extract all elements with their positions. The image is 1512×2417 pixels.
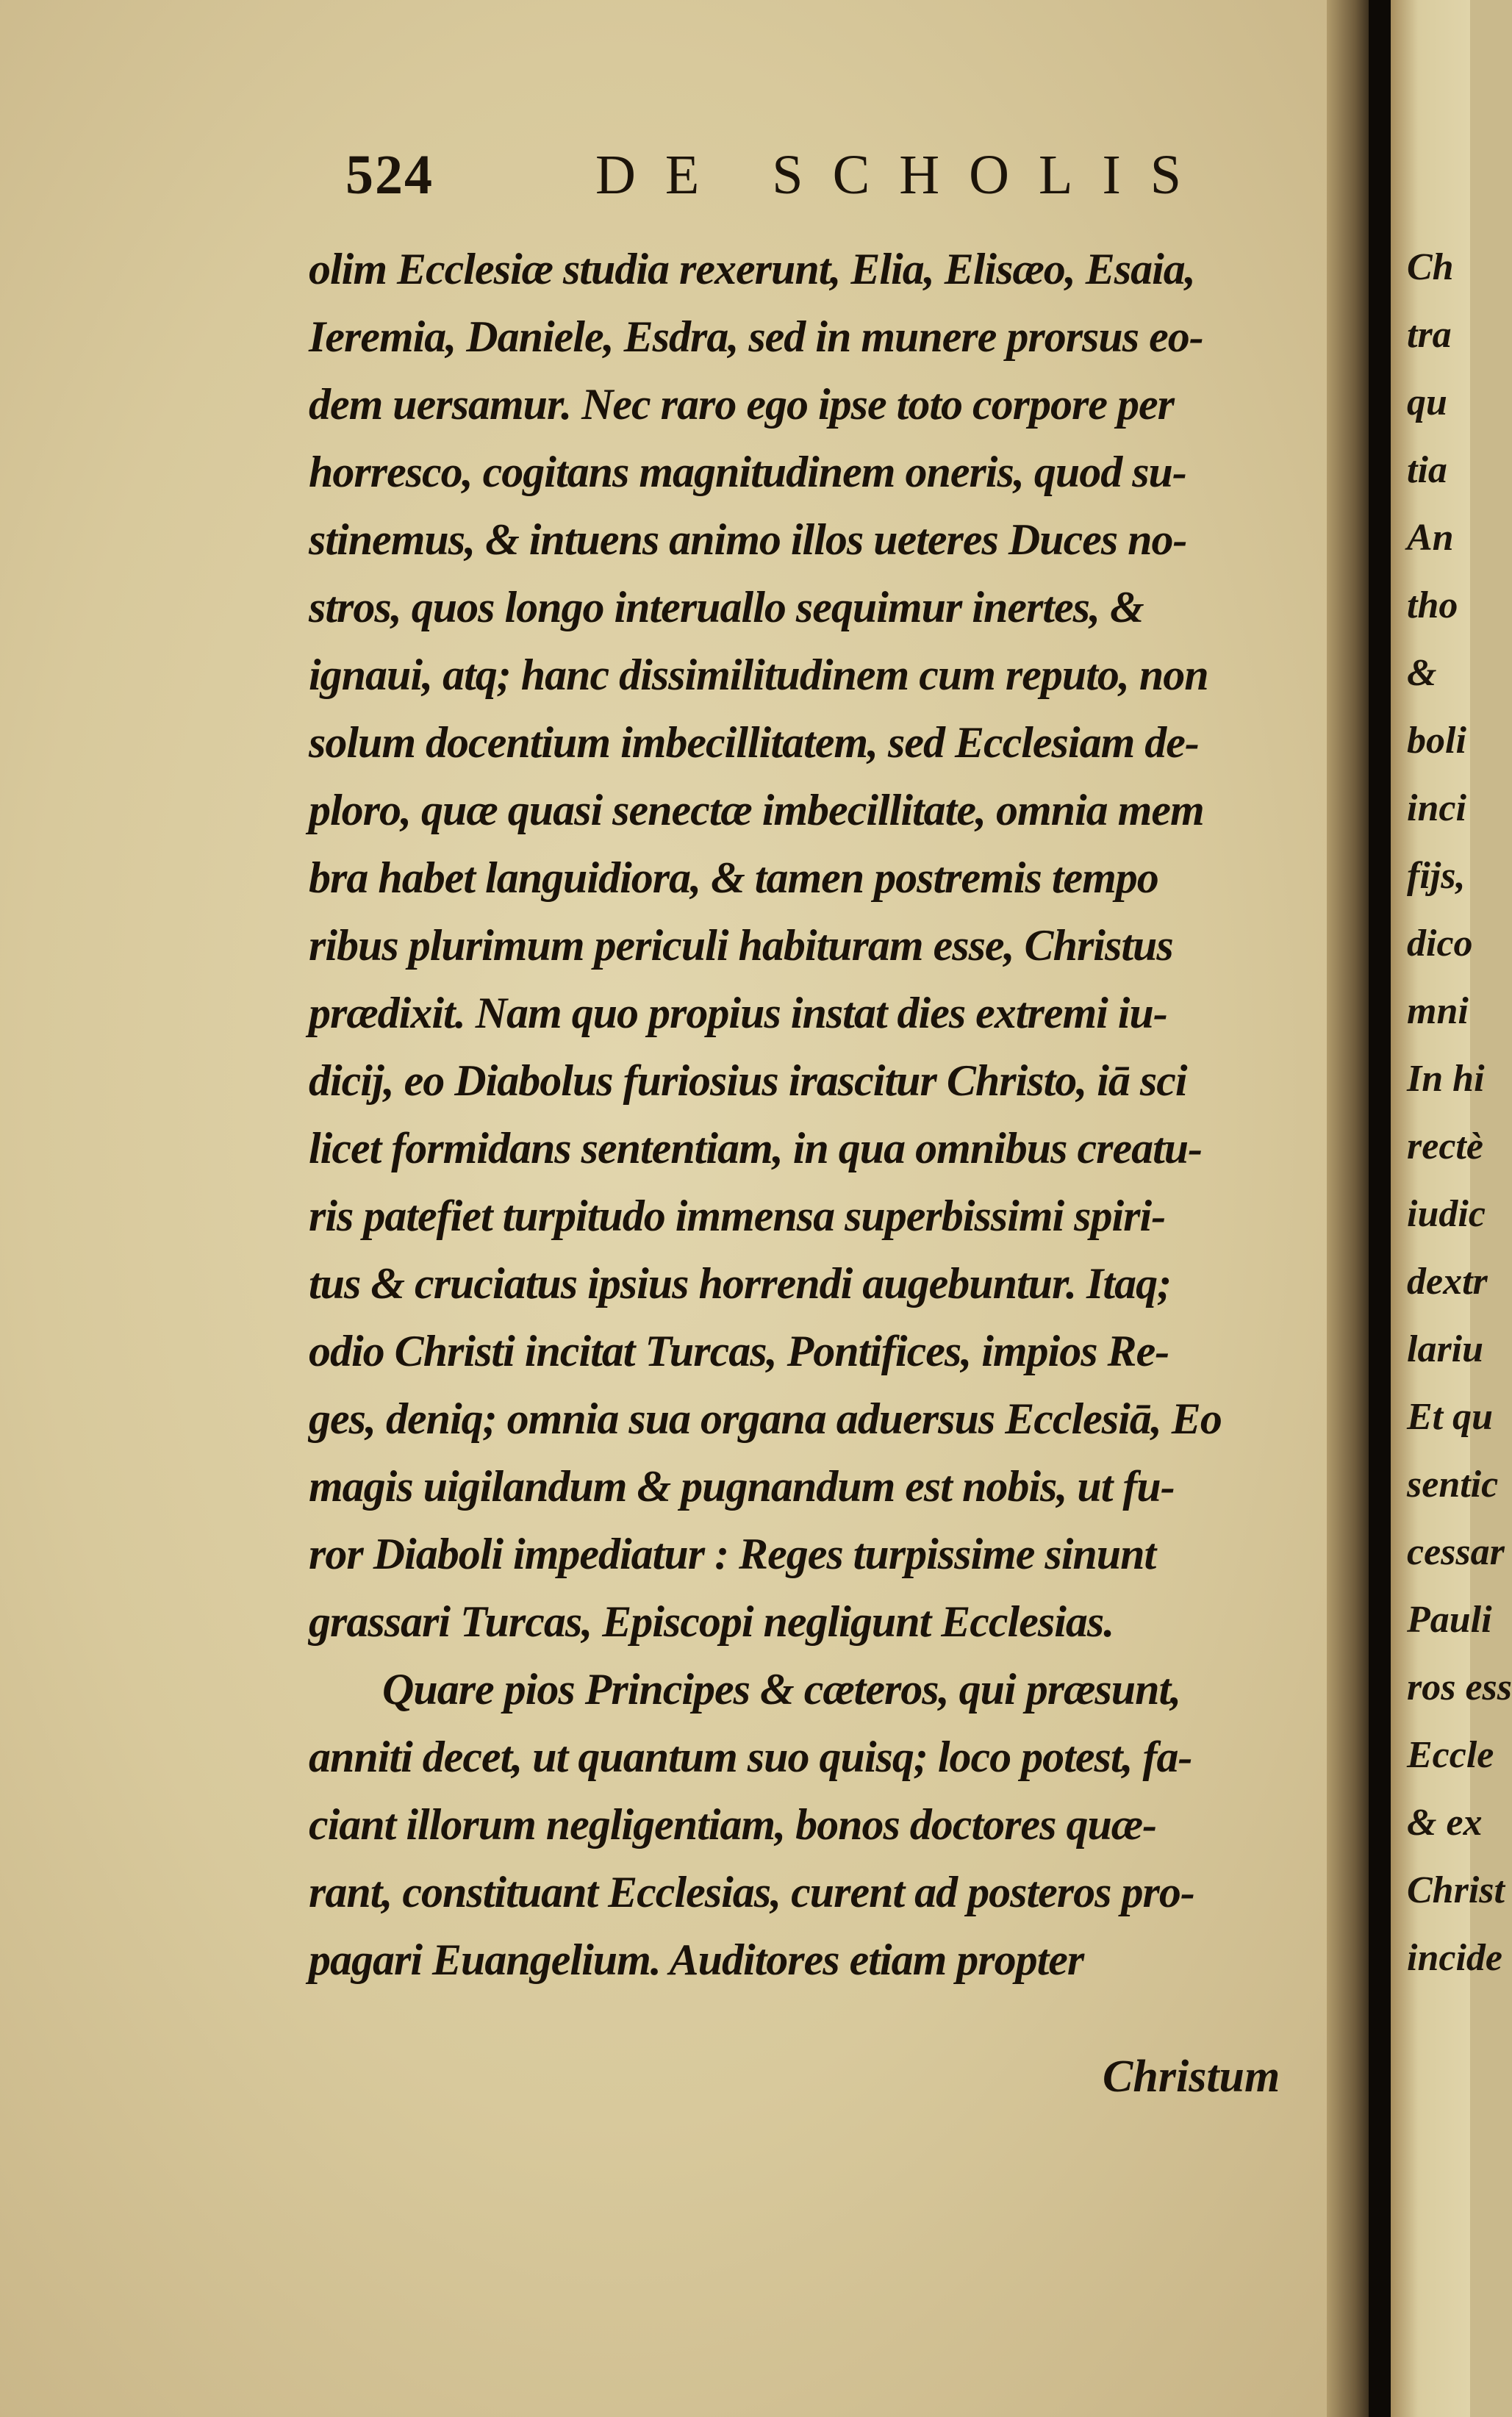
text-line: odio Christi incitat Turcas, Pontifices, impios Re-	[309, 1327, 1169, 1375]
fragment-line: boli	[1407, 720, 1466, 762]
fragment-line: An	[1407, 517, 1454, 559]
text-line: ges, deniq; omnia sua organa aduersus Ecclesiā, Eo	[309, 1394, 1222, 1443]
text-line: dicij, eo Diabolus furiosius irascitur Christo, iā sci	[309, 1056, 1187, 1105]
fragment-line: tra	[1407, 314, 1452, 356]
page-header	[345, 143, 1242, 210]
fragment-line: incide	[1407, 1937, 1502, 1979]
fragment-line: Eccle	[1407, 1734, 1494, 1776]
text-line: olim Ecclesiæ studia rexerunt, Elia, Elisæo, Esaia,	[309, 245, 1195, 293]
text-line: ploro, quæ quasi senectæ imbecillitate, omnia mem	[309, 786, 1204, 834]
text-line: ignaui, atq; hanc dissimilitudinem cum reputo, non	[309, 651, 1208, 699]
paragraph-start-line: Quare pios Principes & cæteros, qui præsunt,	[382, 1665, 1181, 1714]
fragment-line: iudic	[1407, 1193, 1486, 1235]
text-line: bra habet languidiora, & tamen postremis tempo	[309, 853, 1158, 902]
text-line: dem uersamur. Nec raro ego ipse toto corpore per	[309, 380, 1174, 429]
text-line: prædixit. Nam quo propius instat dies extremi iu-	[309, 989, 1167, 1037]
fragment-line: fijs,	[1407, 855, 1466, 897]
text-line: Ieremia, Daniele, Esdra, sed in munere prorsus eo-	[309, 312, 1203, 361]
text-line: stinemus, & intuens animo illos ueteres Duces no-	[309, 515, 1187, 564]
text-line: ribus plurimum periculi habituram esse, Christus	[309, 921, 1173, 970]
text-line: licet formidans sententiam, in qua omnibus creatu-	[309, 1124, 1203, 1172]
fragment-line: sentic	[1407, 1464, 1499, 1505]
fragment-line: tia	[1407, 449, 1447, 491]
running-title: DE SCHOLIS	[595, 144, 1211, 206]
page-number: 524	[345, 144, 434, 206]
fragment-line: In hi	[1407, 1058, 1485, 1100]
text-line: anniti decet, ut quantum suo quisq; loco potest, fa-	[309, 1733, 1192, 1781]
catchword: Christum	[1103, 2052, 1280, 2102]
fragment-line: qu	[1407, 382, 1447, 423]
text-line: ciant illorum negligentiam, bonos doctores quæ-	[309, 1800, 1157, 1849]
fragment-line: tho	[1407, 584, 1458, 626]
fragment-line: &	[1407, 652, 1437, 694]
fragment-line: dico	[1407, 923, 1473, 964]
text-line: ror Diaboli impediatur : Reges turpissime sinunt	[309, 1530, 1156, 1578]
facing-page-fragments	[1391, 234, 1512, 1992]
fragment-line: Ch	[1407, 246, 1454, 288]
text-line: grassari Turcas, Episcopi negligunt Ecclesias.	[309, 1597, 1114, 1646]
fragment-line: mni	[1407, 990, 1469, 1032]
text-line: solum docentium imbecillitatem, sed Ecclesiam de-	[309, 718, 1199, 767]
fragment-line: dextr	[1407, 1261, 1488, 1303]
fragment-line: & ex	[1407, 1802, 1483, 1844]
text-line: magis uigilandum & pugnandum est nobis, ut fu-	[309, 1462, 1175, 1511]
text-line: rant, constituant Ecclesias, curent ad posteros pro-	[309, 1868, 1194, 1916]
fragment-line: inci	[1407, 787, 1466, 829]
body-text	[309, 235, 1316, 1994]
fragment-line: rectè	[1407, 1125, 1483, 1167]
text-line: pagari Euangelium. Auditores etiam propter	[309, 1936, 1084, 1984]
text-line: horresco, cogitans magnitudinem oneris, quod su-	[309, 448, 1186, 496]
book-spine	[1369, 0, 1391, 2417]
text-line: ris patefiet turpitudo immensa superbissimi spiri-	[309, 1192, 1166, 1240]
fragment-line: ros ess	[1407, 1666, 1512, 1708]
text-line: stros, quos longo interuallo sequimur inertes, &	[309, 583, 1144, 631]
facing-page-edge	[1391, 0, 1512, 2417]
text-line: tus & cruciatus ipsius horrendi augebuntur. Itaq;	[309, 1259, 1172, 1308]
fragment-line: cessar	[1407, 1531, 1505, 1573]
fragment-line: Pauli	[1407, 1599, 1492, 1641]
fragment-line: Et qu	[1407, 1396, 1494, 1438]
fragment-line: Christ	[1407, 1869, 1505, 1911]
fragment-line: lariu	[1407, 1328, 1484, 1370]
